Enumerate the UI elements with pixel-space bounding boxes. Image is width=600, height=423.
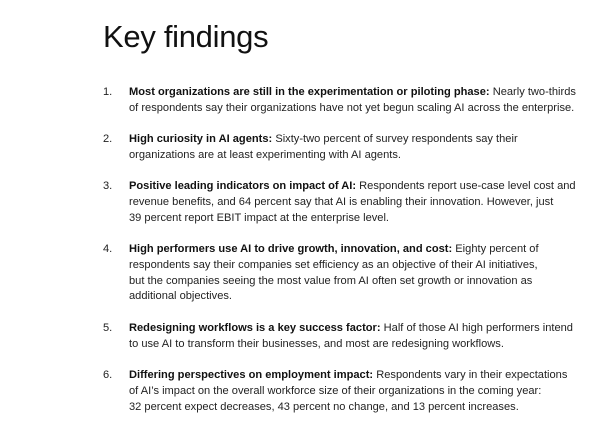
finding-line: of AI’s impact on the overall workforce size of their organizations in the coming year: [129, 384, 542, 397]
finding-line: of respondents say their organizations have not yet begun scaling AI across the enterprise. [129, 101, 575, 114]
finding-line: additional objectives. [129, 290, 232, 303]
finding-number: 5. [103, 322, 113, 334]
finding-number: 4. [103, 243, 113, 255]
finding-number: 6. [103, 369, 113, 381]
finding-line: respondents say their companies set efficiency as an objective of their AI initiatives, [129, 258, 538, 271]
finding-item-4 [103, 242, 573, 305]
finding-lead: Most organizations are still in the experimentation or piloting phase: [129, 86, 490, 98]
finding-item-6 [103, 368, 573, 415]
finding-line: Respondents report use-case level cost and [359, 180, 576, 192]
finding-line: revenue benefits, and 64 percent say that AI is enabling their innovation. However, just [129, 195, 554, 208]
finding-item-3 [103, 179, 576, 226]
finding-number: 3. [103, 180, 113, 192]
finding-number: 2. [103, 133, 113, 145]
finding-text [129, 179, 576, 226]
page-title: Key findings [103, 19, 269, 54]
finding-line: to use AI to transform their businesses, and most are redesigning workflows. [129, 337, 504, 350]
finding-text [129, 242, 573, 305]
finding-item-5 [103, 321, 573, 353]
finding-lead: Redesigning workflows is a key success factor: [129, 322, 381, 334]
finding-line: Half of those AI high performers intend [383, 322, 573, 334]
finding-line: organizations are at least experimenting with AI agents. [129, 148, 401, 161]
finding-item-2 [103, 132, 573, 164]
finding-item-1 [103, 85, 576, 117]
finding-text [129, 85, 576, 117]
finding-line: Eighty percent of [455, 243, 539, 255]
finding-line: but the companies seeing the most value from AI often set growth or innovation as [129, 274, 533, 287]
finding-lead: Differing perspectives on employment impact: [129, 369, 374, 381]
finding-text [129, 368, 573, 415]
finding-text [129, 321, 573, 353]
finding-line: Respondents vary in their expectations [376, 369, 568, 381]
finding-line: 39 percent report EBIT impact at the enterprise level. [129, 211, 390, 224]
finding-lead: High performers use AI to drive growth, innovation, and cost: [129, 243, 453, 255]
finding-number: 1. [103, 86, 113, 98]
finding-line: Sixty-two percent of survey respondents say their [275, 133, 518, 145]
finding-text [129, 132, 573, 164]
finding-lead: Positive leading indicators on impact of AI: [129, 180, 357, 192]
finding-lead: High curiosity in AI agents: [129, 133, 273, 145]
finding-line: Nearly two-thirds [492, 86, 576, 98]
finding-line: 32 percent expect decreases, 43 percent no change, and 13 percent increases. [129, 400, 519, 413]
